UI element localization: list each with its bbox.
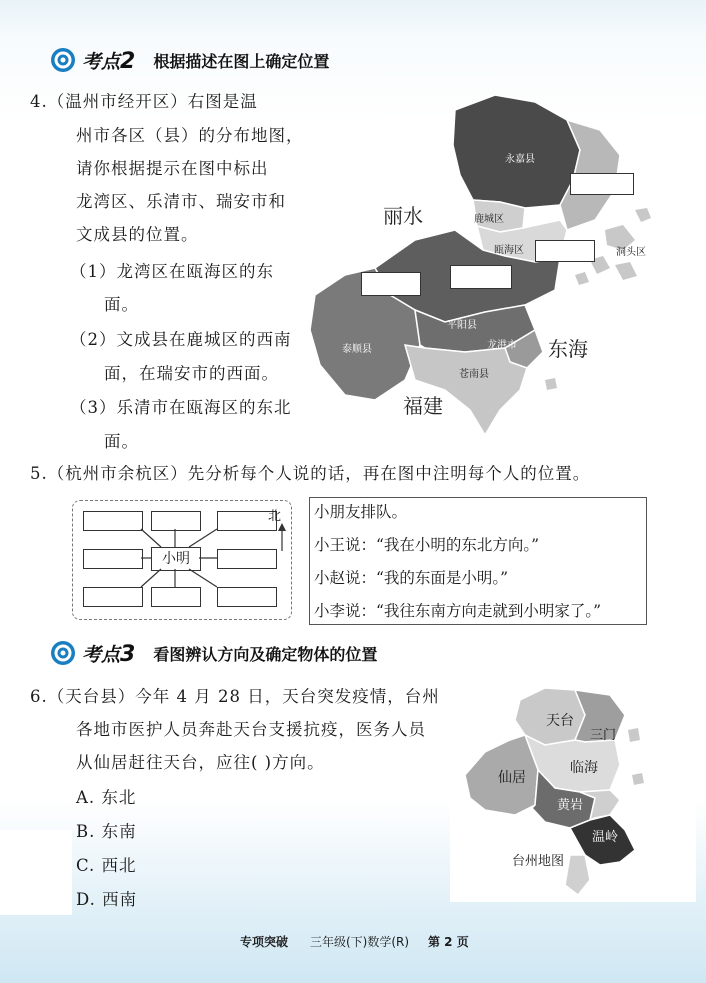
dialog-line: 小李说：“我往东南方向走就到小明家了。”: [314, 602, 602, 620]
section-header-3: [50, 637, 377, 669]
north-arrow-icon: [278, 523, 286, 531]
q6-option-b[interactable]: B. 东南: [76, 822, 137, 841]
q4-line: 文成县的位置。: [76, 225, 199, 244]
label-wenling: 温岭: [592, 830, 619, 845]
q6-option-d[interactable]: D. 西南: [76, 890, 138, 909]
section-title: 看图辨认方向及确定物体的位置: [153, 644, 378, 664]
label-lishui: 丽水: [383, 204, 423, 228]
target-icon: [50, 47, 76, 73]
footer-series: 专项突破: [240, 935, 289, 949]
q4-item: 面，在瑞安市的西面。: [104, 364, 279, 383]
region-yuhuan: [565, 855, 590, 895]
label-huangyan: 黄岩: [557, 798, 584, 813]
dialog-line: 小朋友排队。: [314, 503, 408, 521]
label-dongtou: 洞头区: [616, 247, 646, 258]
answer-box-yueqing[interactable]: [570, 173, 634, 195]
label-ouhai: 瓯海区: [494, 245, 524, 256]
section-header-2: [50, 44, 329, 76]
label-yongjia: 永嘉县: [505, 154, 535, 165]
label-fujian: 福建: [403, 394, 443, 418]
label-pingyang: 平阳县: [447, 320, 477, 331]
label-xianju: 仙居: [498, 770, 526, 786]
q4-item: 面。: [104, 295, 139, 314]
section-tag: 考点2: [82, 48, 136, 74]
q6-line: 从仙居赶往天台，应往( )方向。: [76, 753, 325, 772]
q5-stem: 5.（杭州市余杭区）先分析每个人说的话，再在图中注明每个人的位置。: [30, 464, 591, 483]
label-linhai: 临海: [570, 760, 598, 776]
north-label: 北: [268, 509, 282, 524]
q6-option-a[interactable]: A. 东北: [76, 788, 137, 807]
answer-box-ruian[interactable]: [450, 265, 512, 289]
label-taishun: 泰顺县: [342, 344, 372, 355]
q4-line: 4.（温州市经开区）右图是温: [30, 92, 258, 111]
map-caption: 台州地图: [512, 854, 565, 869]
q4-line: 州市各区（县）的分布地图，: [76, 126, 304, 145]
q4-item: （3）乐清市在瓯海区的东北: [70, 398, 292, 417]
queue-connectors: [73, 501, 291, 619]
q4-item: （2）文成县在鹿城区的西南: [70, 330, 292, 349]
dialog-line: 小赵说：“我的东面是小明。”: [314, 569, 509, 587]
label-sanmen: 三门: [590, 728, 617, 743]
label-cangnan: 苍南县: [459, 369, 489, 380]
q4-line: 龙湾区、乐清市、瑞安市和: [76, 192, 286, 211]
dialog-line: 小王说：“我在小明的东北方向。”: [314, 536, 540, 554]
queue-center-xiaoming: 小明: [151, 547, 201, 571]
section-tag: 考点3: [82, 641, 136, 667]
queue-diagram: [72, 500, 292, 620]
label-lucheng: 鹿城区: [474, 214, 504, 225]
label-longgang: 龙港市: [487, 340, 517, 351]
q6-line: 6.（天台县）今年 4 月 28 日，天台突发疫情，台州: [30, 687, 440, 706]
label-donghai: 东海: [548, 337, 588, 361]
section-title: 根据描述在图上确定位置: [153, 51, 330, 71]
q4-line: 请你根据提示在图中标出: [76, 159, 269, 178]
q4-item: 面。: [104, 432, 139, 451]
answer-box-wencheng[interactable]: [361, 272, 421, 296]
dialog-box: [309, 497, 647, 625]
answer-box-longwan[interactable]: [535, 240, 595, 262]
q4-item: （1）龙湾区在瓯海区的东: [70, 262, 274, 281]
footer-grade: 三年级(下)数学(R): [310, 935, 410, 949]
q6-line: 各地市医护人员奔赴天台支援抗疫，医务人员: [76, 720, 426, 739]
q6-option-c[interactable]: C. 西北: [76, 856, 137, 875]
footer-page: 第 2 页: [428, 935, 469, 949]
target-icon: [50, 640, 76, 666]
label-tiantai: 天台: [546, 713, 574, 729]
taizhou-map: [460, 680, 690, 900]
